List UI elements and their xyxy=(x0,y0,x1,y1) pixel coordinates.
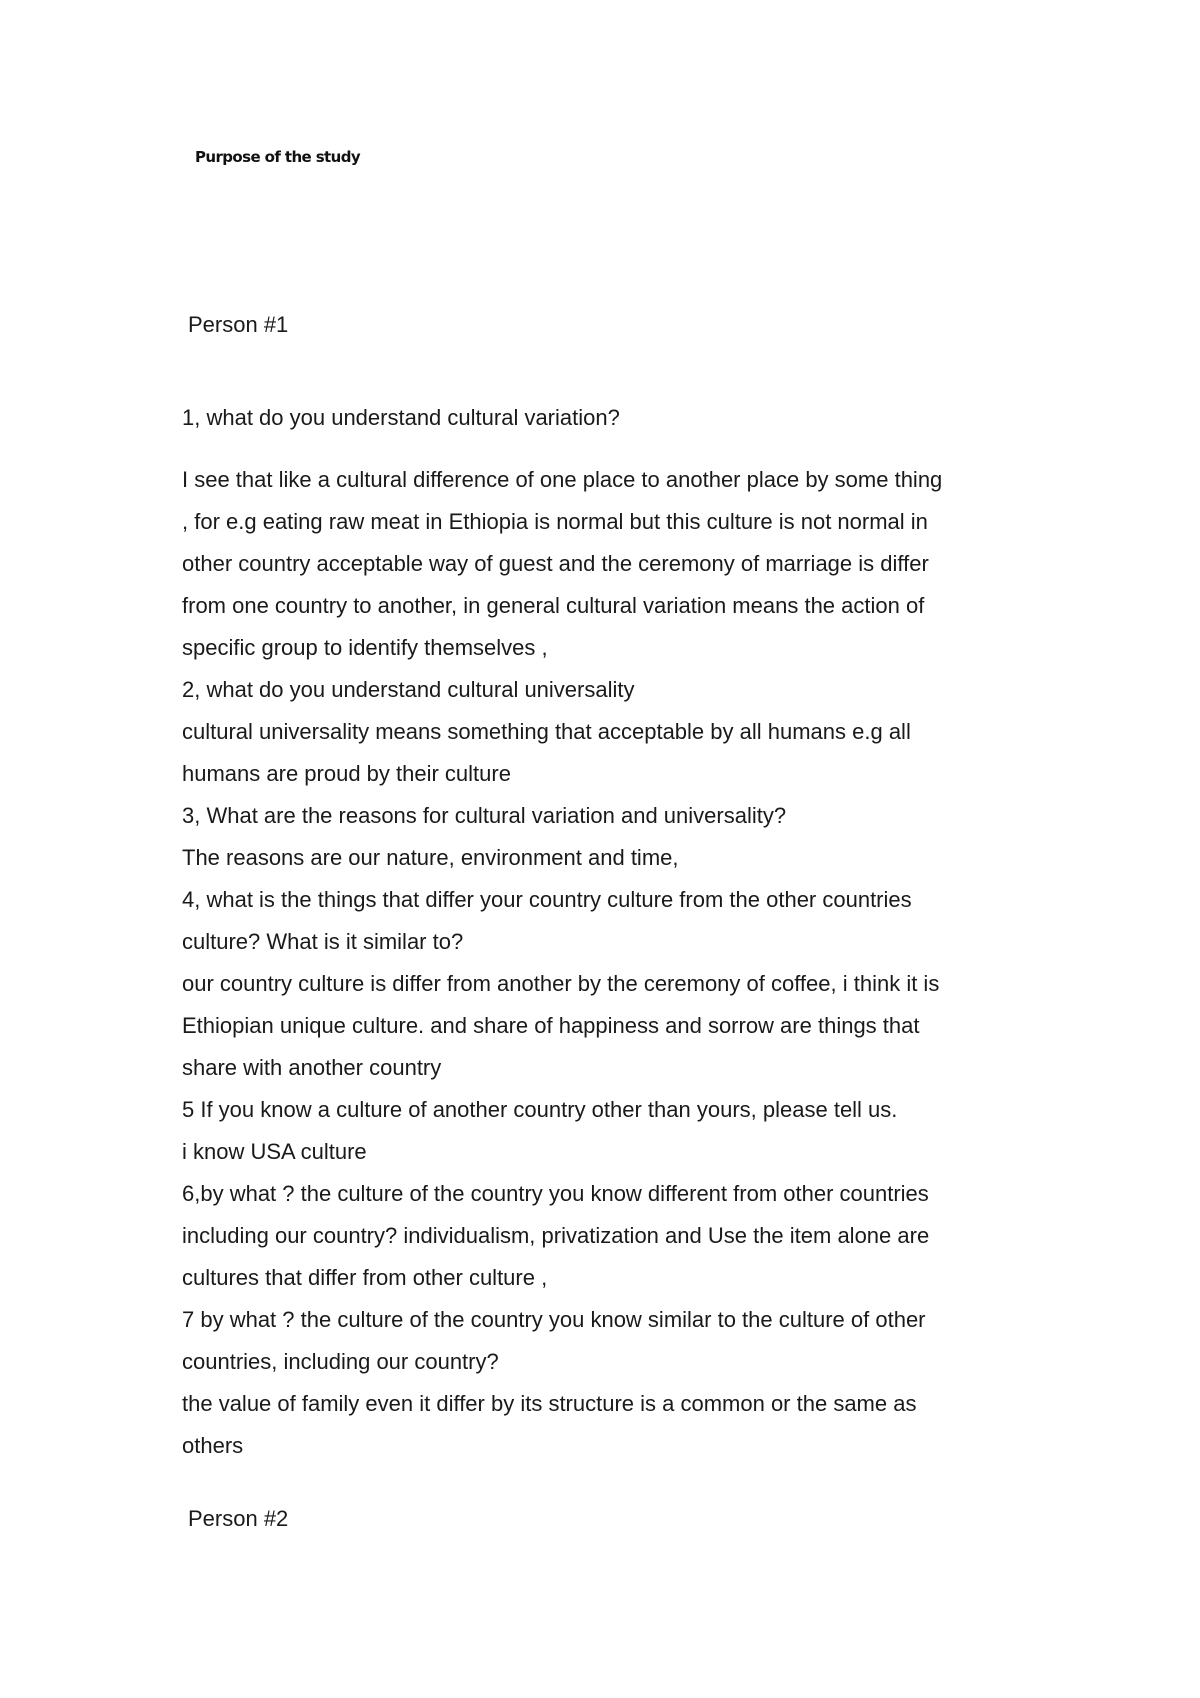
text-line: other country acceptable way of guest and the ceremony of marriage is differ xyxy=(182,551,929,576)
text-line: specific group to identify themselves , xyxy=(182,635,548,660)
text-line: i know USA culture xyxy=(182,1139,367,1164)
text-line: 5 If you know a culture of another country other than yours, please tell us. xyxy=(182,1097,898,1122)
text-line: others xyxy=(182,1433,244,1458)
text-line: , for e.g eating raw meat in Ethiopia is normal but this culture is not normal in xyxy=(182,509,928,534)
text-line: cultures that differ from other culture , xyxy=(182,1265,548,1290)
text-line: The reasons are our nature, environment and time, xyxy=(182,845,679,870)
text-line: from one country to another, in general cultural variation means the action of xyxy=(182,593,925,618)
text-line: share with another country xyxy=(182,1055,442,1080)
text-line: 4, what is the things that differ your country culture from the other countries xyxy=(182,887,912,912)
text-line: 7 by what ? the culture of the country you know similar to the culture of other xyxy=(182,1307,926,1332)
interview-answers xyxy=(182,459,1082,1467)
text-line: 6,by what ? the culture of the country you know different from other countries xyxy=(182,1181,929,1206)
text-line: culture? What is it similar to? xyxy=(182,929,464,954)
text-line: humans are proud by their culture xyxy=(182,761,511,786)
text-line: the value of family even it differ by its structure is a common or the same as xyxy=(182,1391,917,1416)
text-line: I see that like a cultural difference of one place to another place by some thing xyxy=(182,467,943,492)
text-line: cultural universality means something that acceptable by all humans e.g all xyxy=(182,719,911,744)
document-heading: Purpose of the study xyxy=(195,148,361,166)
text-line: 3, What are the reasons for cultural variation and universality? xyxy=(182,803,787,828)
text-line: including our country? individualism, privatization and Use the item alone are xyxy=(182,1223,930,1248)
question-1: 1, what do you understand cultural variation? xyxy=(182,405,620,430)
text-line: Ethiopian unique culture. and share of happiness and sorrow are things that xyxy=(182,1013,920,1038)
text-line: our country culture is differ from another by the ceremony of coffee, i think it is xyxy=(182,971,940,996)
person-2-label: Person #2 xyxy=(188,1506,289,1531)
person-1-label: Person #1 xyxy=(188,312,289,337)
text-line: 2, what do you understand cultural universality xyxy=(182,677,635,702)
text-line: countries, including our country? xyxy=(182,1349,499,1374)
